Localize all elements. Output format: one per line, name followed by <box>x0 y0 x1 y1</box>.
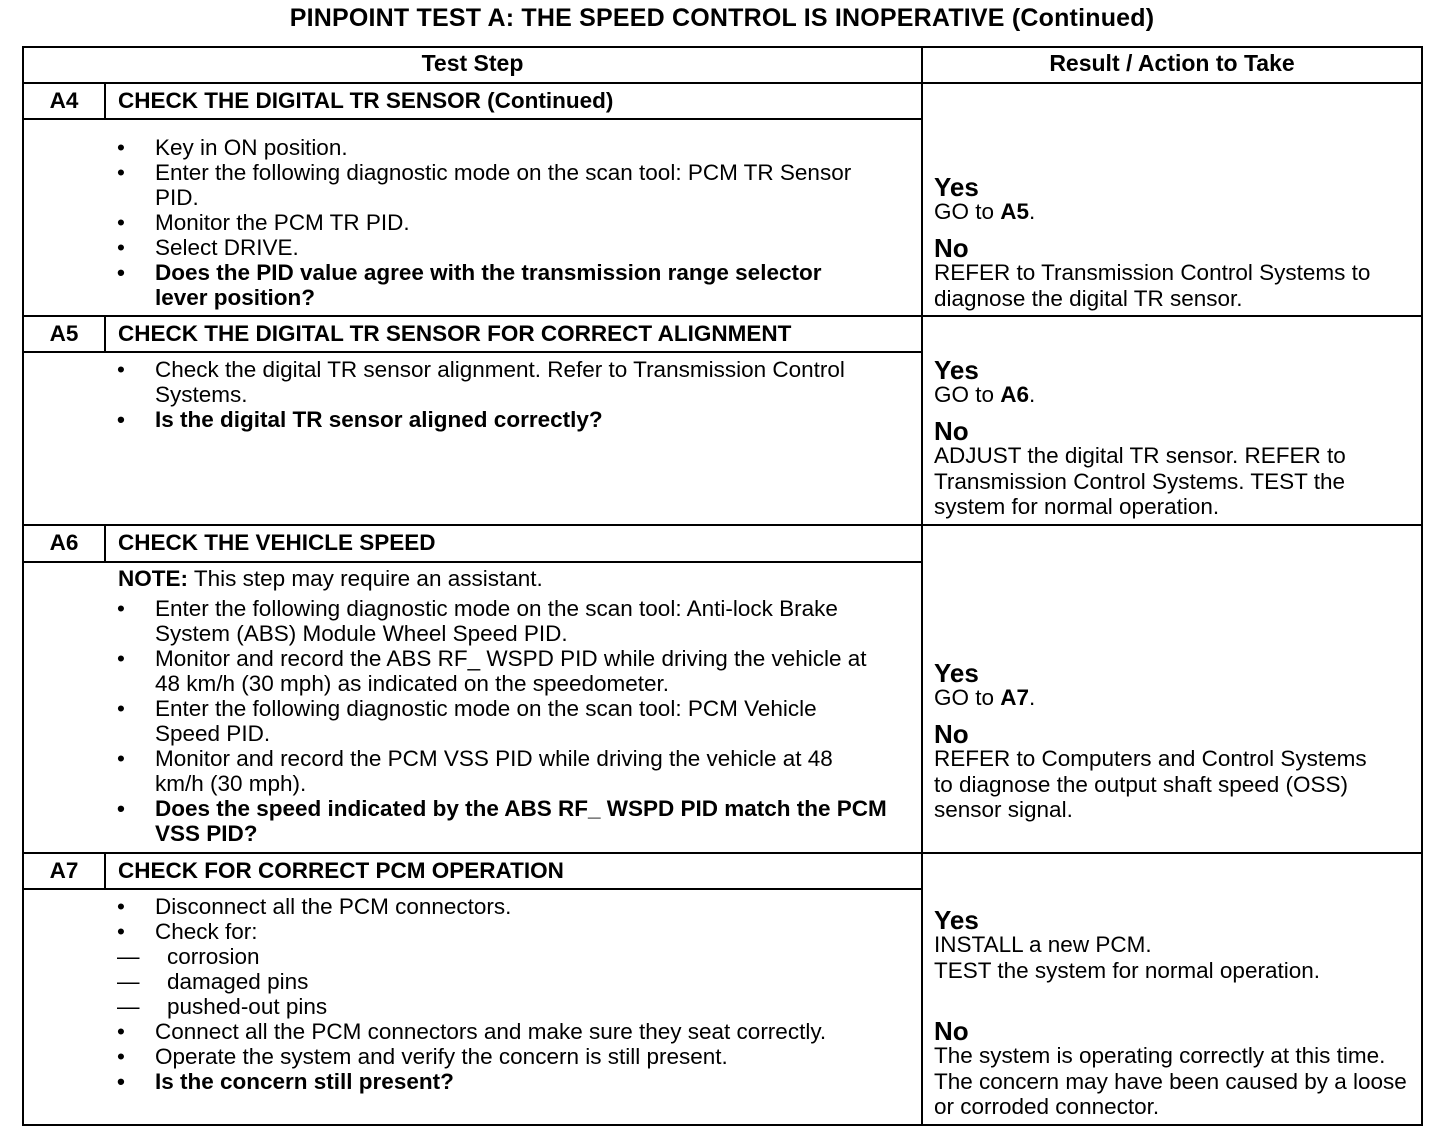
step-heading: CHECK THE VEHICLE SPEED <box>118 530 436 555</box>
step-id: A6 <box>49 530 79 555</box>
test-step-header: Test Step <box>421 50 524 76</box>
note: NOTE: This step may require an assistant. <box>118 566 543 591</box>
step-id: A7 <box>49 858 79 883</box>
result-header: Result / Action to Take <box>1049 50 1295 76</box>
step-heading-rule <box>22 118 922 120</box>
step-heading-rule <box>22 351 922 353</box>
yes-action: GO to A7. <box>934 685 1036 710</box>
sub-item: — damaged pins <box>117 969 897 994</box>
yes-label: Yes <box>934 658 979 688</box>
yes-action: GO to A5. <box>934 199 1036 224</box>
instruction-question: • Does the PID value agree with the transmission range selector lever position? <box>117 260 835 310</box>
sub-item: — pushed-out pins <box>117 994 897 1019</box>
step-instructions <box>117 894 897 944</box>
instruction-item: • Monitor and record the PCM VSS PID while driving the vehicle at 48 km/h (30 mph). <box>117 746 875 796</box>
no-action: REFER to Transmission Control Systems to diagnose the digital TR sensor. <box>934 260 1371 311</box>
step-instructions <box>117 1019 897 1094</box>
step-id: A4 <box>49 88 79 113</box>
step-id: A5 <box>49 321 79 346</box>
step-reference: A5 <box>1000 199 1030 224</box>
id-divider <box>104 316 106 352</box>
step-instructions <box>117 357 897 432</box>
instruction-item: • Check the digital TR sensor alignment. Refer to Transmission Control Systems. <box>117 357 875 407</box>
check-sublist <box>117 944 897 1019</box>
instruction-item: • Select DRIVE. <box>117 235 897 260</box>
step-heading: CHECK THE DIGITAL TR SENSOR FOR CORRECT ALIGNMENT <box>118 321 792 346</box>
step-rule <box>22 524 1423 526</box>
yes-label: Yes <box>934 172 979 202</box>
instruction-question: • Is the digital TR sensor aligned correctly? <box>117 407 897 432</box>
no-action: REFER to Computers and Control Systems to diagnose the output shaft speed (OSS) sensor signal. <box>934 746 1367 822</box>
header-rule <box>22 82 1423 84</box>
step-rule <box>22 852 1423 854</box>
id-divider <box>104 83 106 120</box>
page-title: PINPOINT TEST A: THE SPEED CONTROL IS INOPERATIVE (Continued) <box>289 4 1155 32</box>
step-reference: A6 <box>1000 382 1030 407</box>
yes-action: TEST the system for normal operation. <box>934 958 1320 983</box>
instruction-item: • Check for: <box>117 919 897 944</box>
instruction-item: • Enter the following diagnostic mode on the scan tool: PCM TR Sensor PID. <box>117 160 875 210</box>
id-divider <box>104 853 106 889</box>
yes-action: INSTALL a new PCM. <box>934 932 1152 957</box>
no-label: No <box>934 233 969 263</box>
no-action: ADJUST the digital TR sensor. REFER to Transmission Control Systems. TEST the system for normal operation. <box>934 443 1346 519</box>
yes-label: Yes <box>934 355 979 385</box>
no-label: No <box>934 719 969 749</box>
step-heading: CHECK FOR CORRECT PCM OPERATION <box>118 858 564 883</box>
instruction-item: • Enter the following diagnostic mode on the scan tool: Anti-lock Brake System (ABS) Module Wheel Speed PID. <box>117 596 875 646</box>
note-label: NOTE: <box>118 566 188 591</box>
sub-item: — corrosion <box>117 944 897 969</box>
instruction-question: • Does the speed indicated by the ABS RF_ WSPD PID match the PCM VSS PID? <box>117 796 900 846</box>
instruction-item: • Monitor and record the ABS RF_ WSPD PID while driving the vehicle at 48 km/h (30 mph) as indicated on the speedometer. <box>117 646 875 696</box>
step-rule <box>22 315 1423 317</box>
yes-action: GO to A6. <box>934 382 1036 407</box>
step-heading-rule <box>22 888 922 890</box>
step-reference: A7 <box>1000 685 1030 710</box>
step-heading-rule <box>22 561 922 563</box>
instruction-item: • Disconnect all the PCM connectors. <box>117 894 897 919</box>
step-instructions <box>117 135 897 310</box>
column-divider <box>921 46 923 1126</box>
instruction-question: • Is the concern still present? <box>117 1069 897 1094</box>
no-label: No <box>934 1016 969 1046</box>
instruction-item: • Connect all the PCM connectors and make sure they seat correctly. <box>117 1019 855 1044</box>
instruction-item: • Enter the following diagnostic mode on the scan tool: PCM Vehicle Speed PID. <box>117 696 835 746</box>
no-label: No <box>934 416 969 446</box>
id-divider <box>104 525 106 562</box>
instruction-item: • Operate the system and verify the concern is still present. <box>117 1044 897 1069</box>
step-heading: CHECK THE DIGITAL TR SENSOR (Continued) <box>118 88 614 113</box>
instruction-item: • Monitor the PCM TR PID. <box>117 210 897 235</box>
yes-label: Yes <box>934 905 979 935</box>
step-instructions <box>117 596 897 846</box>
no-action: The system is operating correctly at this time. The concern may have been caused by a loose or corroded connector. <box>934 1043 1407 1119</box>
instruction-item: • Key in ON position. <box>117 135 897 160</box>
